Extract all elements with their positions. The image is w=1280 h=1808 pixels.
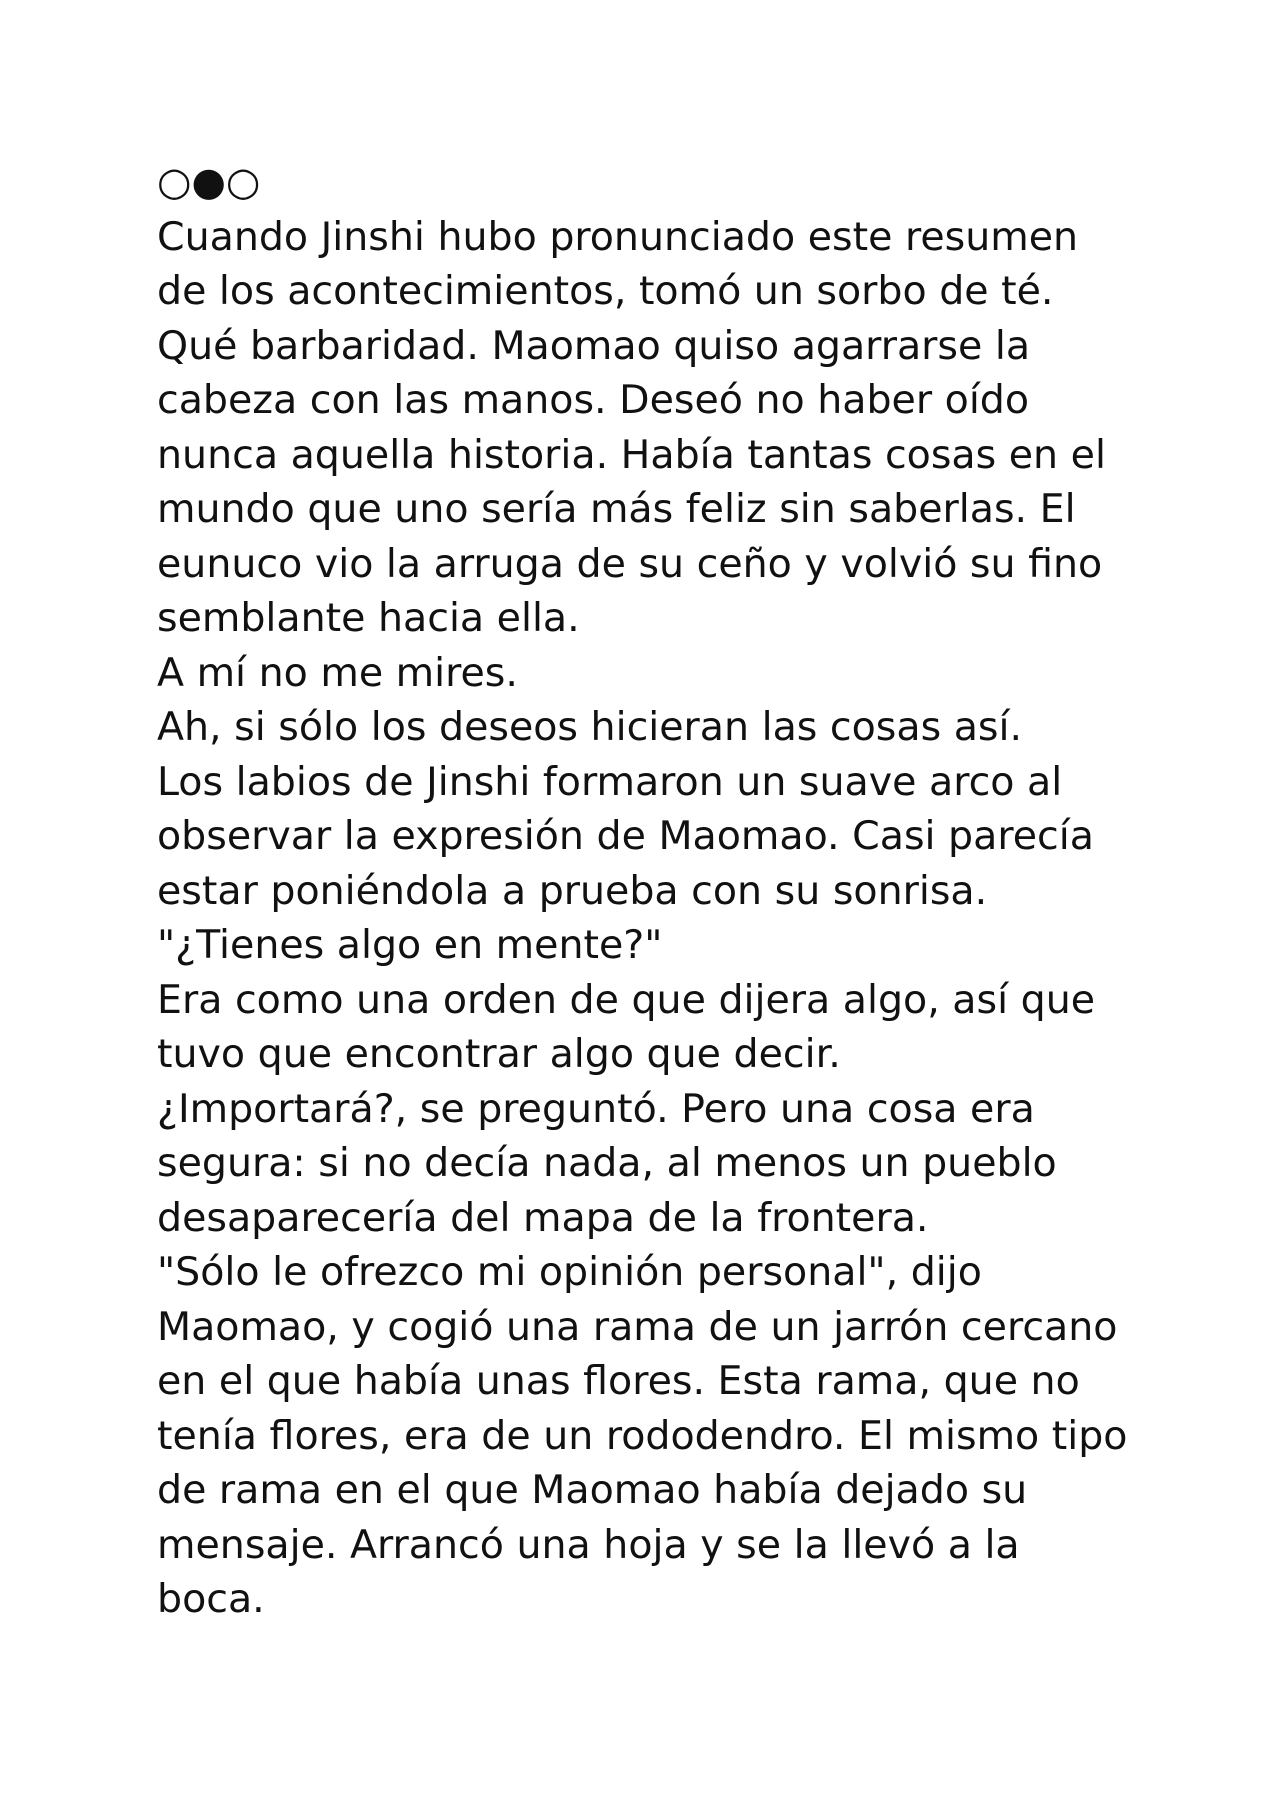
text-line: nunca aquella historia. Había tantas cosas en el bbox=[157, 431, 1106, 478]
text-line: Ah, si sólo los deseos hicieran las cosas así. bbox=[157, 704, 1023, 750]
text-line: semblante hacia ella. bbox=[157, 595, 580, 641]
text-line: "¿Tienes algo en mente?" bbox=[157, 922, 663, 968]
text-line: tenía flores, era de un rododendro. El mismo tipo bbox=[157, 1412, 1128, 1459]
text-line: Qué barbaridad. Maomao quiso agarrarse la bbox=[157, 322, 1031, 369]
text-line: estar poniéndola a prueba con su sonrisa. bbox=[157, 867, 988, 914]
text-line: Era como una orden de que dijera algo, así que bbox=[157, 976, 1096, 1023]
text-line: Maomao, y cogió una rama de un jarrón cercano bbox=[157, 1303, 1118, 1350]
text-line: tuvo que encontrar algo que decir. bbox=[157, 1031, 841, 1077]
text-line: eunuco vio la arruga de su ceño y volvió su fino bbox=[157, 540, 1103, 587]
text-line: "Sólo le ofrezco mi opinión personal", dijo bbox=[157, 1249, 982, 1295]
text-line: observar la expresión de Maomao. Casi parecía bbox=[157, 813, 1094, 859]
document-page bbox=[157, 155, 1167, 1627]
text-line: mundo que uno sería más feliz sin saberlas. El bbox=[157, 486, 1076, 532]
text-line: boca. bbox=[157, 1576, 265, 1622]
text-line: desaparecería del mapa de la frontera. bbox=[157, 1194, 929, 1241]
text-line: en el que había unas flores. Esta rama, que no bbox=[157, 1358, 1080, 1404]
text-line: mensaje. Arrancó una hoja y se la llevó a la bbox=[157, 1521, 1020, 1568]
text-line: Cuando Jinshi hubo pronunciado este resumen bbox=[157, 213, 1079, 260]
text-line: de los acontecimientos, tomó un sorbo de té. bbox=[157, 268, 1054, 314]
text-line: A mí no me mires. bbox=[157, 649, 518, 696]
text-line: ¿Importará?, se preguntó. Pero una cosa era bbox=[157, 1085, 1035, 1132]
section-separator: ○●○ bbox=[157, 159, 261, 205]
text-line: segura: si no decía nada, al menos un pueblo bbox=[157, 1140, 1057, 1186]
text-line: cabeza con las manos. Deseó no haber oído bbox=[157, 377, 1030, 423]
text-line: de rama en el que Maomao había dejado su bbox=[157, 1467, 1028, 1513]
text-line: Los labios de Jinshi formaron un suave arco al bbox=[157, 758, 1063, 805]
